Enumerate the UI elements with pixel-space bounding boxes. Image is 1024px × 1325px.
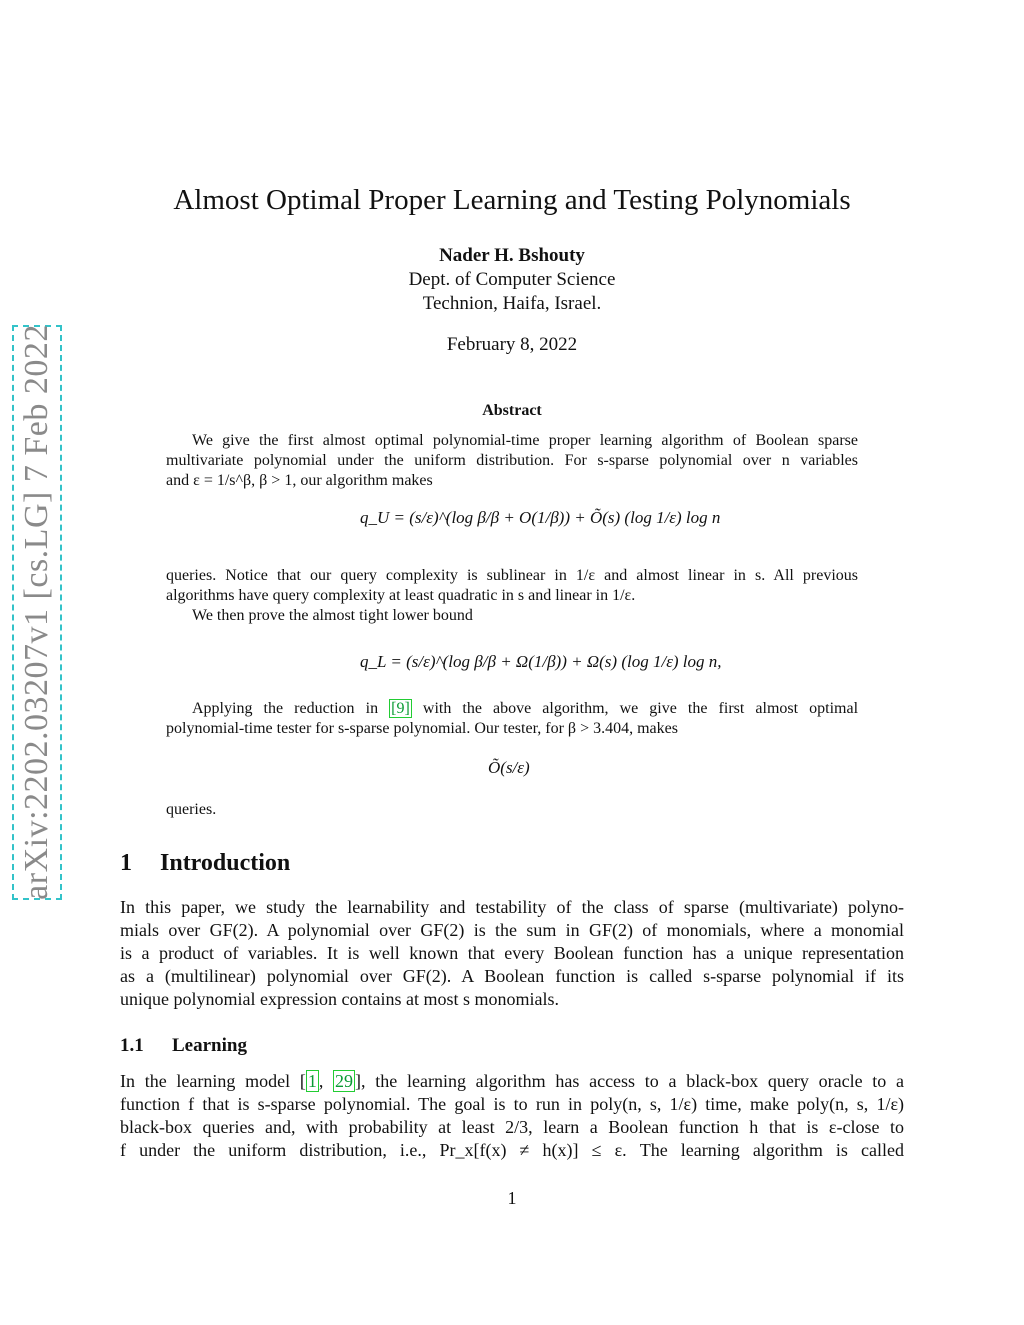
abstract-heading: Abstract xyxy=(482,402,542,419)
introduction-paragraph xyxy=(120,896,904,1011)
abstract-line: queries. xyxy=(166,801,217,818)
section-number: 1 xyxy=(120,850,132,876)
abstract-paragraph-1 xyxy=(166,431,858,491)
learning-paragraph xyxy=(120,1070,904,1162)
equation-upper-bound: q_U = (s/ε)^(log β/β + O(1/β)) + Õ(s) (log 1/ε) log n xyxy=(360,508,721,527)
abstract-paragraph-4 xyxy=(166,699,858,739)
citation-link[interactable]: 29 xyxy=(335,1071,354,1091)
citation-link[interactable]: [9] xyxy=(391,700,410,717)
equation-lower-bound: q_L = (s/ε)^(log β/β + Ω(1/β)) + Ω(s) (log 1/ε) log n, xyxy=(360,652,722,671)
paper-date: February 8, 2022 xyxy=(446,334,578,355)
paper-title: Almost Optimal Proper Learning and Testing Polynomials xyxy=(173,184,851,216)
equation-tester: Õ(s/ε) xyxy=(488,758,530,777)
section-heading-introduction xyxy=(120,850,290,877)
abstract-paragraph-2 xyxy=(166,566,858,626)
citation-link[interactable]: 1 xyxy=(307,1071,317,1091)
abstract-line: algorithms have query complexity at least quadratic in s and linear in 1/ε. xyxy=(166,587,636,604)
abstract-line: We give the first almost optimal polynomial-time proper learning algorithm of Boolean sparse xyxy=(192,432,858,449)
subsection-heading-learning xyxy=(120,1035,247,1057)
body-line: unique polynomial expression contains at most s monomials. xyxy=(120,989,559,1009)
abstract-text: with the above algorithm, we give the first almost optimal xyxy=(422,700,859,717)
body-line: as a (multilinear) polynomial over GF(2). A Boolean function is called s-sparse polynomial if its xyxy=(120,966,904,986)
abstract-line: queries. Notice that our query complexity is sublinear in 1/ε and almost linear in s. All previous xyxy=(166,567,858,584)
affiliation-dept: Dept. of Computer Science xyxy=(408,269,616,290)
affiliation-institution: Technion, Haifa, Israel. xyxy=(422,293,602,314)
body-line: mials over GF(2). A polynomial over GF(2) is the sum in GF(2) of monomials, where a monomial xyxy=(120,920,904,940)
arxiv-stamp[interactable]: arXiv:2202.03207v1 [cs.LG] 7 Feb 2022 xyxy=(18,324,55,900)
body-line: function f that is s-sparse polynomial. The goal is to run in poly(n, s, 1/ε) time, make poly(n, s, 1/ε) xyxy=(120,1094,904,1114)
body-line: is a product of variables. It is well known that every Boolean function has a unique representation xyxy=(120,943,904,963)
body-line: In this paper, we study the learnability and testability of the class of sparse (multivariate) polyno- xyxy=(120,897,904,917)
abstract-line: and ε = 1/s^β, β > 1, our algorithm makes xyxy=(166,472,433,489)
body-line: f under the uniform distribution, i.e., Pr_x[f(x) ≠ h(x)] ≤ ε. The learning algorithm is called xyxy=(120,1140,904,1160)
subsection-number: 1.1 xyxy=(120,1035,144,1056)
page-number: 1 xyxy=(507,1188,517,1208)
section-title: Introduction xyxy=(160,850,291,876)
author-name: Nader H. Bshouty xyxy=(439,245,585,266)
abstract-line: We then prove the almost tight lower bound xyxy=(192,607,473,624)
body-line: In the learning model [ 1 , 29 ], the learning algorithm has access to a black-box query oracle to a xyxy=(120,1071,904,1091)
abstract-line xyxy=(166,699,858,719)
body-line: black-box queries and, with probability at least 2/3, learn a Boolean function h that is ε-close to xyxy=(120,1117,904,1137)
body-text: , the learning algorithm has access to a black-box query oracle to a xyxy=(361,1071,904,1091)
abstract-line: multivariate polynomial under the uniform distribution. For s-sparse polynomial over n variables xyxy=(166,452,858,469)
abstract-text: Applying the reduction in xyxy=(192,700,379,717)
abstract-paragraph-5 xyxy=(166,800,858,820)
abstract-line: polynomial-time tester for s-sparse polynomial. Our tester, for β > 3.404, makes xyxy=(166,720,678,737)
subsection-title: Learning xyxy=(172,1035,247,1056)
body-text: In the learning model xyxy=(120,1071,291,1091)
